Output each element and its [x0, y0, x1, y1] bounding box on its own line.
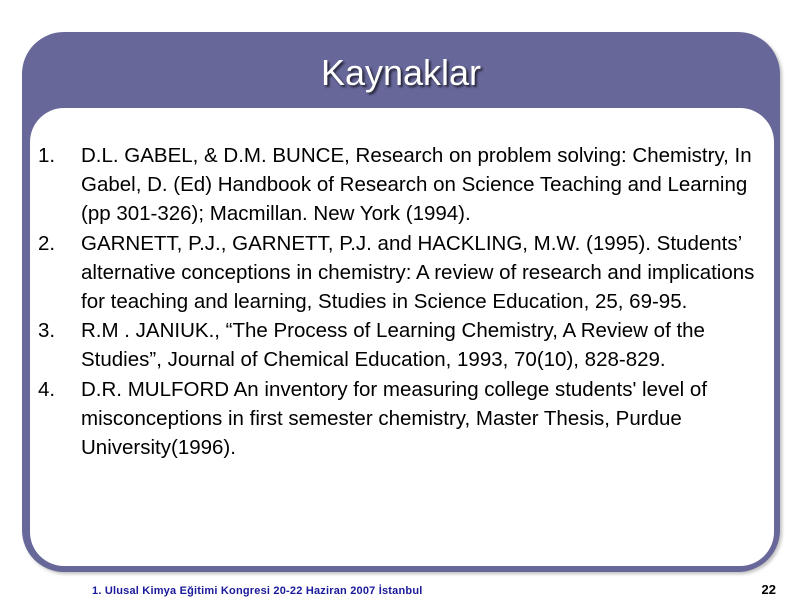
- slide-title: Kaynaklar: [320, 52, 482, 93]
- reference-item: [38, 316, 758, 374]
- footer-text: 1. Ulusal Kimya Eğitimi Kongresi 20-22 Haziran 2007 İstanbul: [92, 585, 423, 597]
- reference-list: [38, 141, 758, 462]
- reference-number: 4.: [38, 377, 56, 401]
- reference-number: 3.: [38, 319, 56, 343]
- reference-item: [38, 229, 758, 317]
- reference-item: [38, 141, 758, 229]
- reference-text: D.L. GABEL, & D.M. BUNCE, Research on problem solving: Chemistry, In Gabel, D. (Ed) Handbook of Research on Science Teaching and Learning (pp 301-326); Macmillan. New York (1994).: [81, 144, 752, 226]
- reference-text: GARNETT, P.J., GARNETT, P.J. and HACKLING, M.W. (1995). Students’ alternative conceptions in chemistry: A review of research and implications for teaching and learning, Studies in Science Education, 25, 69-95.: [81, 231, 755, 314]
- page-number: 22: [761, 582, 776, 597]
- reference-item: [38, 375, 758, 463]
- reference-number: 1.: [38, 144, 56, 167]
- reference-number: 2.: [38, 231, 56, 255]
- reference-text: R.M . JANIUK., “The Process of Learning Chemistry, A Review of the Studies”, Journal of Chemical Education, 1993, 70(10), 828-829.: [81, 319, 705, 372]
- reference-text: D.R. MULFORD An inventory for measuring college students' level of misconceptions in first semester chemistry, Master Thesis, Purdue University(1996).: [81, 377, 708, 460]
